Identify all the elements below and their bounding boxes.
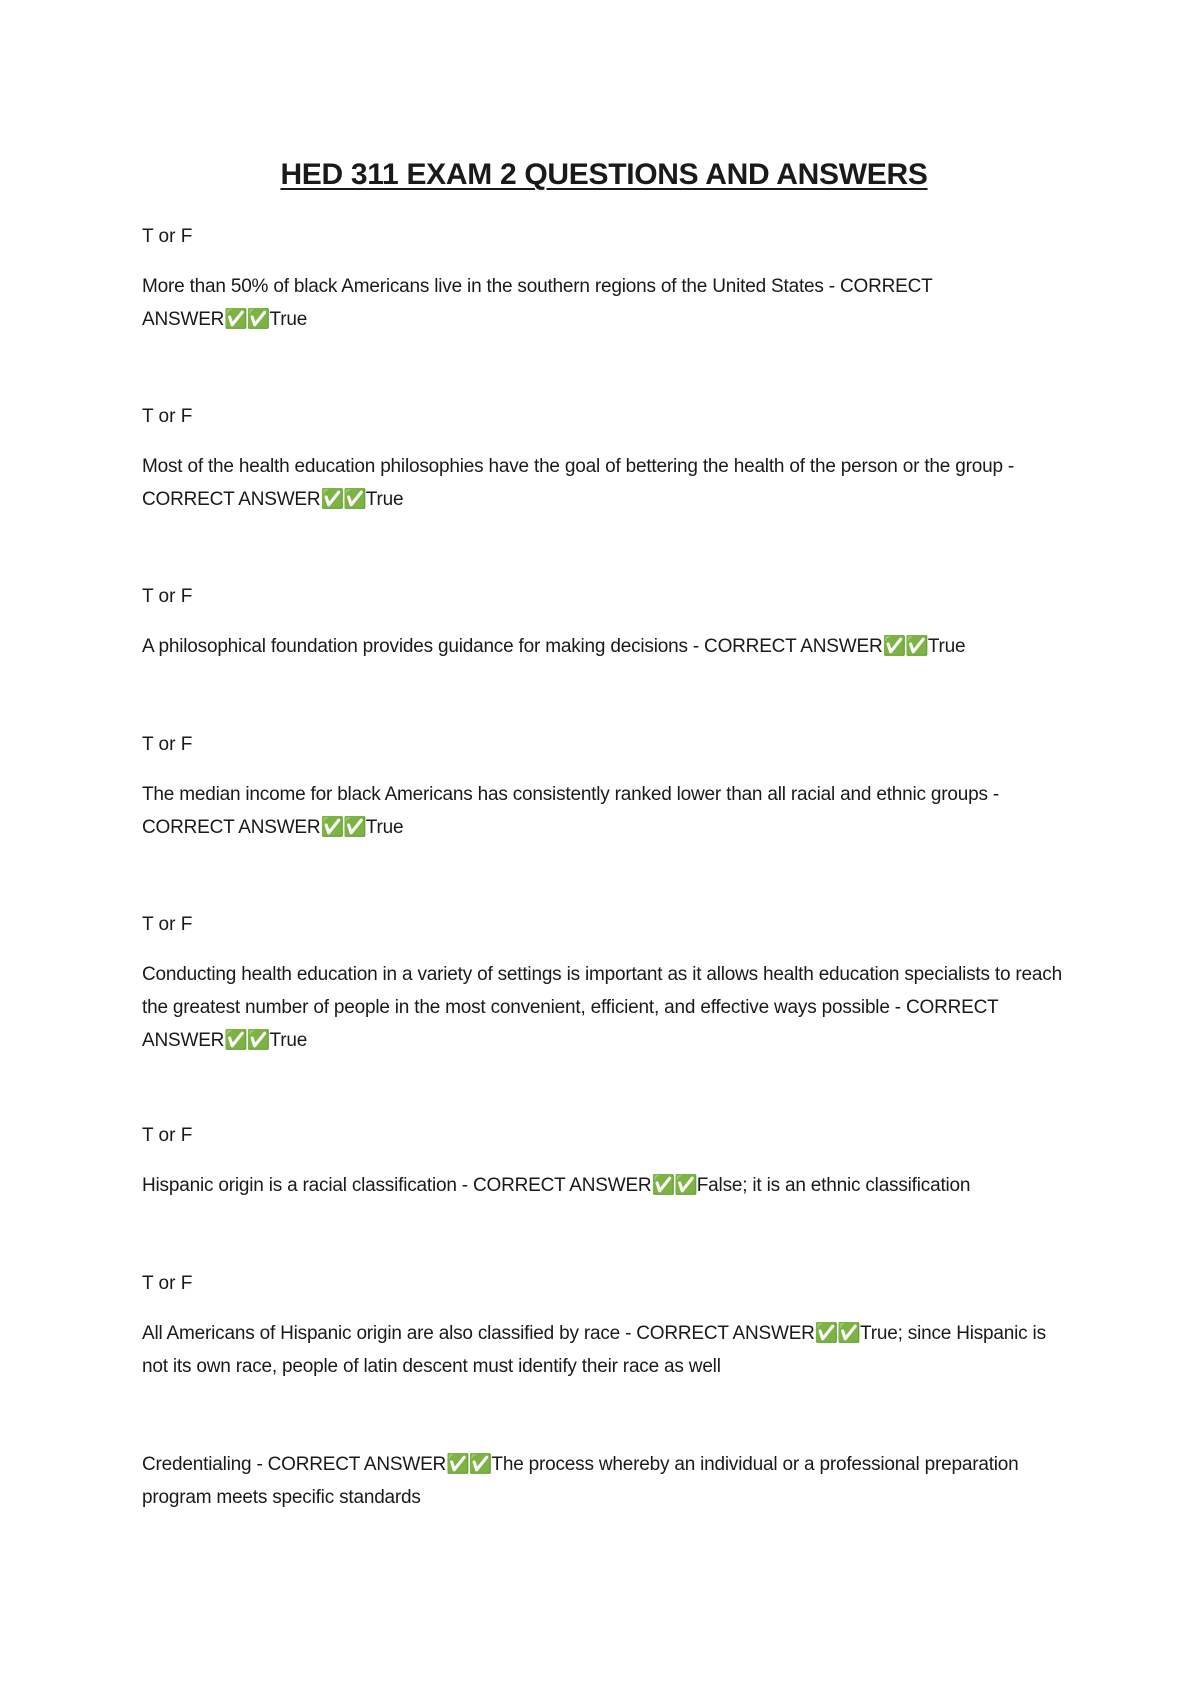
question-body: Conducting health education in a variety of settings is important as it allows health education specialists to reach the greatest number of people in the most convenient, efficient, and effective ways possible - [142,964,1062,1018]
question-type-label: T or F [142,586,193,607]
answer-text: True; since Hispanic is not its own race, people of latin descent must identify their race as well [142,1323,1046,1377]
question-text [142,778,1072,844]
question-type-label: T or F [142,406,193,427]
question-text [142,630,1072,663]
checkmark-icon: ✅✅ [320,817,366,838]
question-type-label: T or F [142,914,193,935]
checkmark-icon: ✅✅ [446,1454,492,1475]
answer-text: False; it is an ethnic classification [696,1175,971,1196]
qa-item [142,225,1072,336]
question-text [142,450,1072,516]
question-type-label: T or F [142,734,193,755]
question-body: All Americans of Hispanic origin are also classified by race - [142,1323,637,1344]
question-type-label: T or F [142,226,193,247]
correct-answer-marker: CORRECT ANSWER [473,1175,652,1196]
qa-item [142,1272,1072,1383]
checkmark-icon: ✅✅ [224,1030,270,1051]
question-body: More than 50% of black Americans live in the southern regions of the United States - [142,276,840,297]
answer-text: True [269,1030,308,1051]
qa-item [142,585,1072,663]
term: Credentialing - [142,1454,268,1475]
definition-text [142,1448,1072,1514]
question-body: Hispanic origin is a racial classification - [142,1175,474,1196]
correct-answer-marker: CORRECT ANSWER [267,1454,447,1475]
question-text [142,1317,1072,1383]
checkmark-icon: ✅✅ [224,309,270,330]
question-body: Most of the health education philosophies have the goal of bettering the health of the person or the group - [142,456,1015,477]
qa-item [142,733,1072,844]
checkmark-icon: ✅✅ [651,1175,697,1196]
answer-text: True [269,309,308,330]
qa-item [142,913,1072,1057]
question-text [142,270,1072,336]
answer-text: True [927,636,966,657]
document-title: HED 311 EXAM 2 QUESTIONS AND ANSWERS [280,158,928,191]
answer-text: The process whereby an individual or a professional preparation program meets specific standards [142,1454,1019,1508]
answer-text: True [365,489,404,510]
question-text [142,1169,1072,1202]
question-type-label: T or F [142,1125,193,1146]
correct-answer-marker: CORRECT ANSWER [142,817,321,838]
correct-answer-marker: CORRECT ANSWER [142,489,321,510]
qa-item [142,405,1072,516]
checkmark-icon: ✅✅ [882,636,928,657]
checkmark-icon: ✅✅ [814,1323,861,1344]
qa-item [142,1448,1072,1514]
correct-answer-marker: CORRECT ANSWER [142,276,933,330]
question-type-label: T or F [142,1273,193,1294]
question-body: The median income for black Americans has consistently ranked lower than all racial and ethnic groups - [142,784,1000,805]
correct-answer-marker: CORRECT ANSWER [704,636,883,657]
correct-answer-marker: CORRECT ANSWER [636,1323,815,1344]
question-body: A philosophical foundation provides guidance for making decisions - [142,636,705,657]
checkmark-icon: ✅✅ [320,489,366,510]
qa-item [142,1124,1072,1202]
correct-answer-marker: CORRECT ANSWER [142,997,999,1051]
answer-text: True [365,817,404,838]
question-text [142,958,1072,1057]
